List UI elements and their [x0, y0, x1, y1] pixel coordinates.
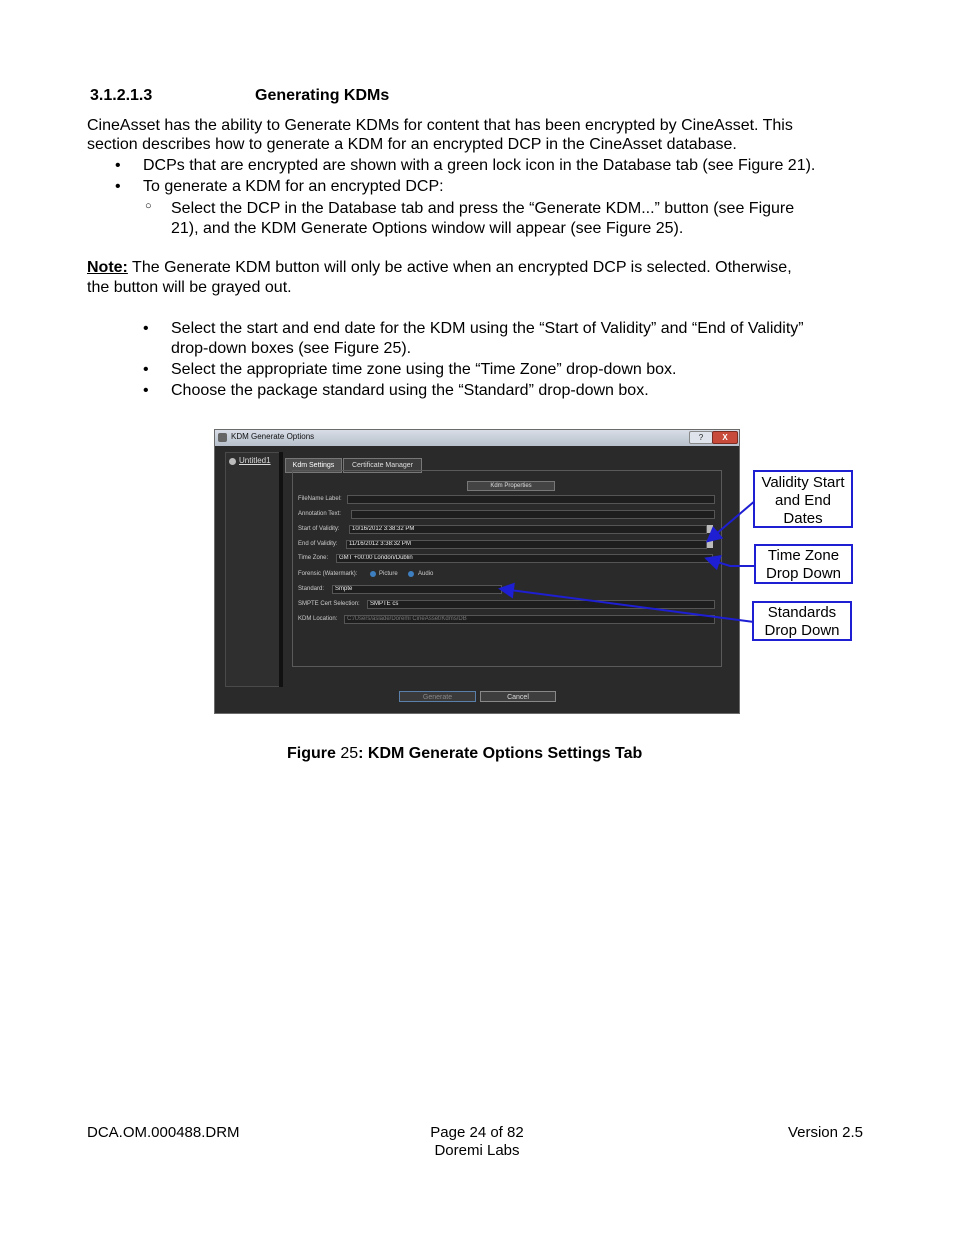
callout-line: Time Zone — [767, 547, 840, 564]
smpte-cert-label: SMPTE Cert Selection: — [298, 601, 360, 607]
section-number: 3.1.2.1.3 — [90, 87, 153, 104]
caption-prefix: Figure — [287, 745, 336, 762]
note-label: Note: — [87, 259, 128, 276]
bullet2-line: Select the appropriate time zone using the “Time Zone” drop-down box. — [171, 361, 677, 378]
intro-line-1: CineAsset has the ability to Generate KDMs for content that has been encrypted by CineAsset. This — [87, 117, 793, 134]
footer-page: Page 24 of 82 — [430, 1124, 524, 1141]
callout-line: and End — [775, 492, 831, 509]
callout-line: Drop Down — [764, 622, 840, 639]
bullet2-line: drop-down boxes (see Figure 25). — [171, 340, 412, 357]
standard-dropdown[interactable]: Smpte — [332, 585, 502, 594]
sidebar-item-untitled[interactable]: Untitled1 — [239, 456, 271, 465]
bullet-text: To generate a KDM for an encrypted DCP: — [143, 178, 444, 195]
caption-number: 25 — [335, 745, 359, 762]
tab-kdm-settings[interactable]: Kdm Settings — [285, 458, 342, 473]
end-validity-label: End of Validity: — [298, 541, 338, 547]
note-line-2: the button will be grayed out. — [87, 279, 292, 296]
sub-bullet-line-2: 21), and the KDM Generate Options window will appear (see Figure 25). — [171, 220, 684, 237]
cancel-button[interactable]: Cancel — [480, 691, 556, 702]
bullet-dot: • — [143, 361, 149, 378]
bullet2-line: Choose the package standard using the “Standard” drop-down box. — [171, 382, 649, 399]
sub-bullet-circle: ○ — [145, 200, 152, 212]
callout-line: Drop Down — [765, 565, 842, 582]
bullet-dot: • — [115, 178, 121, 195]
bullet-dot: • — [143, 382, 149, 399]
standard-label: Standard: — [298, 586, 325, 592]
audio-label: Audio — [418, 571, 434, 577]
smpte-cert-dropdown[interactable]: SMPTE cs — [367, 600, 715, 609]
intro-line-2: section describes how to generate a KDM for an encrypted DCP in the CineAsset database. — [87, 136, 737, 153]
end-validity-dropdown[interactable]: 11/16/2012 3:38:32 PM — [346, 540, 707, 549]
callout-line: Standards — [767, 604, 837, 621]
note-text: The Generate KDM button will only be active when an encrypted DCP is selected. Otherwise, — [127, 259, 792, 276]
bullet-text: DCPs that are encrypted are shown with a green lock icon in the Database tab (see Figure 21). — [143, 157, 816, 174]
bullet-dot: • — [115, 157, 121, 174]
arrow-timezone — [708, 559, 755, 566]
kdm-location-input[interactable]: C:/Users/aslade/Doremi CineAsset/Kdms/DB — [344, 615, 715, 624]
generate-button[interactable]: Generate — [399, 691, 476, 702]
bullet2-line: Select the start and end date for the KDM using the “Start of Validity” and “End of Validity” — [171, 320, 804, 337]
arrow-standards — [502, 589, 754, 622]
annotation-label: Annotation Text: — [298, 511, 341, 517]
filename-label: FileName Label: — [298, 496, 342, 502]
kdm-location-label: KDM Location: — [298, 616, 338, 622]
sub-bullet-line-1: Select the DCP in the Database tab and press the “Generate KDM...” button (see Figure — [171, 200, 795, 217]
callout-timezone — [754, 544, 853, 584]
bullet-dot: • — [143, 320, 149, 337]
footer-company: Doremi Labs — [434, 1142, 520, 1159]
caption-text: : KDM Generate Options Settings Tab — [358, 745, 643, 762]
callout-line: Validity Start — [761, 474, 845, 491]
picture-label: Picture — [379, 571, 398, 577]
callout-line: Dates — [783, 510, 823, 527]
start-validity-label: Start of Validity: — [298, 526, 340, 532]
footer-version: Version 2.5 — [787, 1124, 863, 1141]
forensic-label: Forensic (Watermark): — [298, 571, 358, 577]
help-button[interactable]: ? — [689, 431, 713, 444]
callout-validity — [753, 470, 853, 528]
figure-caption — [287, 745, 642, 763]
callout-standards — [752, 601, 852, 641]
time-zone-label: Time Zone: — [298, 555, 329, 561]
close-button[interactable]: X — [712, 431, 738, 444]
window-title: KDM Generate Options — [231, 432, 315, 441]
section-title: Generating KDMs — [255, 87, 390, 104]
time-zone-dropdown[interactable]: GMT +00:00 London/Dublin — [336, 554, 713, 563]
footer-doc-id: DCA.OM.000488.DRM — [87, 1124, 240, 1141]
start-validity-dropdown[interactable]: 10/16/2012 3:38:32 PM — [349, 525, 707, 534]
tab-certificate-manager[interactable]: Certificate Manager — [343, 458, 422, 473]
arrow-validity — [709, 500, 756, 540]
kdm-properties-header: Kdm Properties — [467, 481, 555, 491]
